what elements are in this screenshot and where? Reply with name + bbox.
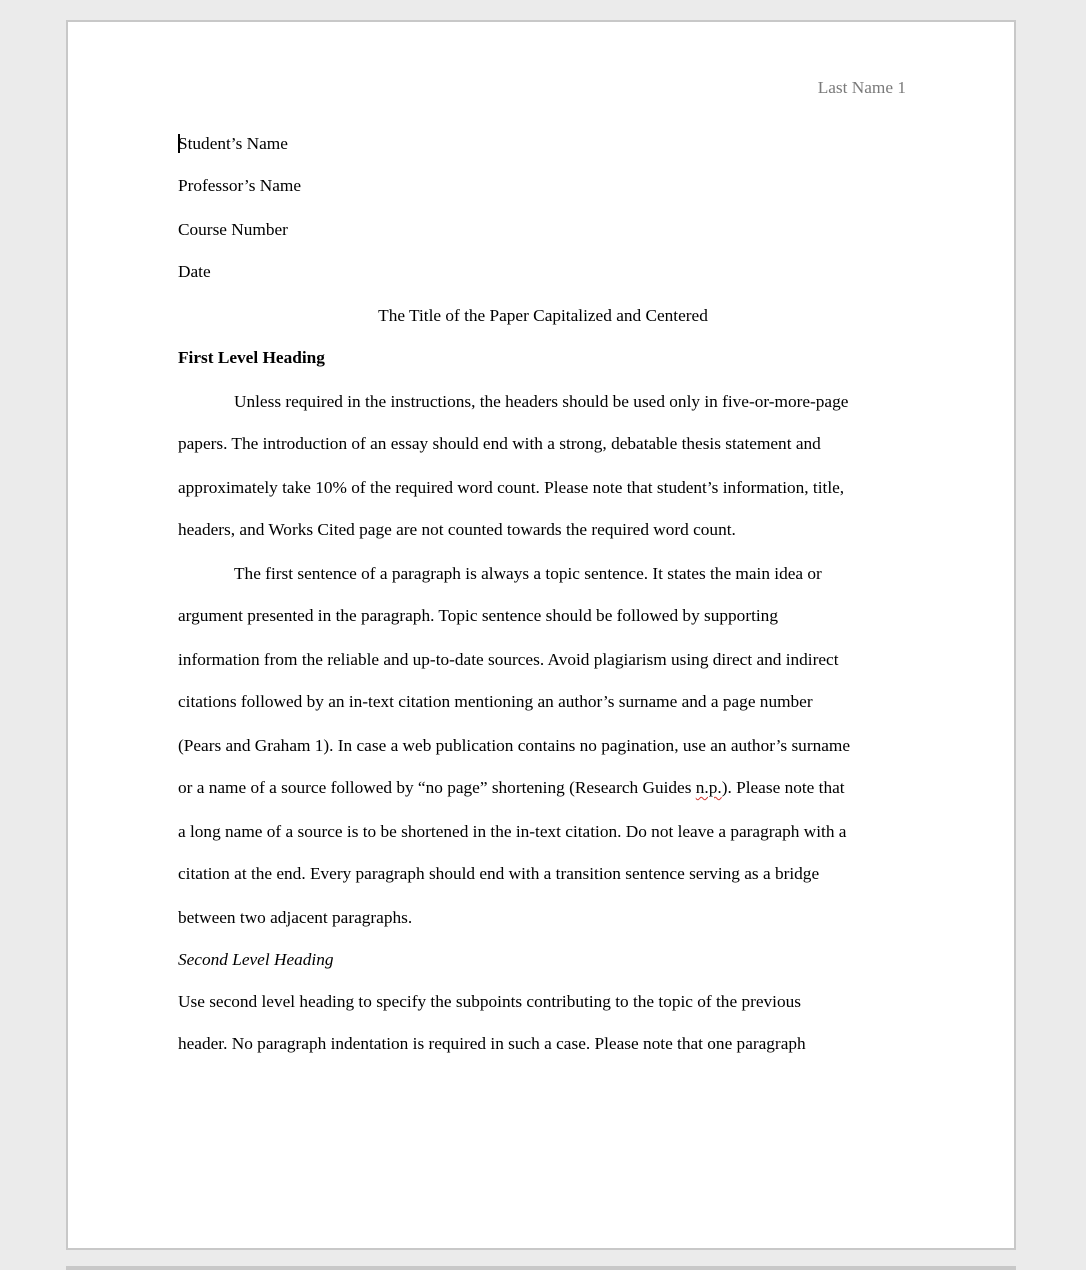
paragraph-line[interactable]: citation at the end. Every paragraph should end with a transition sentence serving as a bridge: [178, 864, 820, 883]
professor-name-line[interactable]: Professor’s Name: [178, 176, 302, 195]
paragraph-line[interactable]: citations followed by an in-text citation mentioning an author’s surname and a page number: [178, 692, 813, 711]
paper-title[interactable]: The Title of the Paper Capitalized and Centered: [378, 306, 708, 325]
paragraph-line[interactable]: between two adjacent paragraphs.: [178, 908, 413, 927]
running-header: Last Name 1: [817, 78, 906, 97]
paragraph-line[interactable]: papers. The introduction of an essay should end with a strong, debatable thesis statement and: [178, 434, 821, 453]
paragraph-line[interactable]: [178, 778, 845, 798]
text-segment: or a name of a source followed by “no page” shortening (Research Guides: [178, 778, 696, 797]
paragraph-line[interactable]: The first sentence of a paragraph is always a topic sentence. It states the main idea or: [234, 564, 822, 583]
paragraph-line[interactable]: approximately take 10% of the required word count. Please note that student’s information, title,: [178, 478, 845, 497]
course-number-line[interactable]: Course Number: [178, 220, 288, 239]
paragraph-line[interactable]: header. No paragraph indentation is required in such a case. Please note that one paragraph: [178, 1034, 806, 1053]
second-level-heading[interactable]: Second Level Heading: [178, 950, 334, 969]
paragraph-line[interactable]: argument presented in the paragraph. Topic sentence should be followed by supporting: [178, 606, 778, 625]
next-page-edge: [66, 1266, 1016, 1270]
first-level-heading[interactable]: First Level Heading: [178, 348, 325, 367]
paragraph-line[interactable]: Unless required in the instructions, the headers should be used only in five-or-more-page: [234, 392, 849, 411]
document-page[interactable]: [66, 20, 1016, 1250]
date-line[interactable]: Date: [178, 262, 211, 281]
paragraph-line[interactable]: headers, and Works Cited page are not counted towards the required word count.: [178, 520, 736, 539]
student-name: Student’s Name: [178, 134, 288, 153]
paragraph-line[interactable]: information from the reliable and up-to-date sources. Avoid plagiarism using direct and indirect: [178, 650, 839, 669]
student-name-line[interactable]: [178, 134, 288, 154]
spellcheck-flagged-word[interactable]: n.p.: [695, 778, 722, 797]
paragraph-line[interactable]: Use second level heading to specify the subpoints contributing to the topic of the previous: [178, 992, 801, 1011]
text-segment: ). Please note that: [721, 778, 845, 797]
paragraph-line[interactable]: (Pears and Graham 1). In case a web publication contains no pagination, use an author’s surname: [178, 736, 851, 755]
paragraph-line[interactable]: a long name of a source is to be shortened in the in-text citation. Do not leave a paragraph with a: [178, 822, 847, 841]
